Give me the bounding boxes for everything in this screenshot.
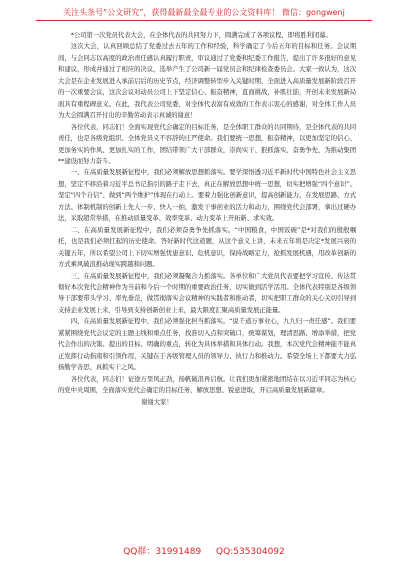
footer-qq-group: QQ群：31991489 [123, 547, 202, 557]
paragraph-thanks: 谢谢大家！ [141, 397, 173, 406]
paragraph-opening: *公司第一次党员代表大会，在全体代表的共同努力下，圆满完成了各项议程，即将胜利闭幕。 [70, 31, 332, 39]
footer-qq: QQ:535304092 [216, 547, 285, 557]
banner-divider [36, 20, 372, 21]
paragraph-review: 这次大会，认真回顾总结了党委过去五年的工作和经验，科学确定了今后五年的目标和任务。会议期间，与会同志以高度的政治责任感认真履行职责，审议通过了党委和纪委工作报告，提出了许多很好的意见和建议，形成并通过了相应的决议，选举产生了公司新一届党员会和纪律检查委员会。大家一致认为，这次大会是在企业发展进入承前启后的历史节点，经济调整转型步入关键时期、全面进入高质量发展新阶段召开的一次重要会议，这次会议对动员公司上下坚定信心、振奋精神，直面挑战，补肌壮筋，开创未来发展新局面具有重程碑意义。在此，我代表公司党委，对全体代表富有成效的工作表示衷心的感谢，对全体工作人员为大会圆满召开付出的辛勤劳动表示真诚的谢意！ [58, 42, 356, 120]
paragraph-point-three: 三、在高质量发展新征程中，我们必须凝聚合力抓落实。各单位和广大党员代表要把学习宣传、传达贯彻好本次党代会精神作为当前和今后一个时期的重要政治任务，切实做到活学活用。全体代表特别是各级领导干部要带头学习、率先垂范，做贯彻落实会议精神的实践者和推动者，切实把职工群众的关心关切引导到支持企业发展上来，引导到支持创新创业上来，最大限度汇聚高质量发展正能量。 [58, 271, 356, 314]
paragraph-point-four: 四、在高质量发展新征程中，我们必须强化担当抓落实。“说千道万事业心，九九归一责任感”。我们要紧紧围绕党代会议定的主题主线和重点任务，找准切入点和突破口，统筹谋划，理清思路、增添举措，把党代会作出的决策、提出的目标、明确的重点，转化为具体举措和具体行动。我想，本次党代会精神能不能真正发挥行动指南和引领作用，关键在于各级管理人员的领导力、执行力和推动力。希望全场上下都要大力弘扬勤学善思、真抓实干之风。 [58, 317, 356, 372]
document-body [58, 30, 356, 538]
top-banner [0, 8, 408, 21]
banner-text: 关注头条号“公文研究”，获得最新最全最专业的公文资料库！ 微信：gongwenj [63, 8, 345, 17]
paragraph-point-two: 二、在高质量发展新征程中，我们必须奋勇争先抓落实。“中国粮食，中国饭碗”是*对我们的殷殷嘱托，也是我们必须扛起的历史使命。答好新时代这道题，从这个意义上讲，未来五年将是决定*发展兴衰的关键五年，所以希望公司上下切实增强忧患意识、危机意识，保持战略定力，抢抓发展机遇，用改革创新的方式乘风破浪推动现实跨越和问题。 [58, 225, 356, 269]
footer-contact [0, 546, 408, 558]
paragraph-mission: 各位代表，同志们！全面实现党代会确定的目标任务，是全体职工群众的共同期待，是全体代表的共同责任，也是各级党组织、全体党员义不容辞的庄严使命。我们要统一思想，振奋精神，以更加坚定的信心、更加务实的作风、更加扎实的工作，团结带领广大干部群众，崇尚实干、狠抓落实、奋勇争先，为推动集团**建设而努力奋斗。 [58, 122, 356, 165]
paragraph-conclusion: 各位代表，同志们！征途万里风正劲，扬帆破浪再启航。让我们更加紧密地团结在以习近平同志为核心的党中央周围，全面落实党代会确定的目标任务，解放思想、锐意进取，开启高质量发展新篇章。 [58, 374, 356, 395]
paragraph-point-one: 一、在高质量发展新征程中，我们必须解放思想抓落实。要学深悟透习近平新时代中国特色社会主义思想，坚定不移沿着习近平总书记指引的路子走下去，真正在解放思想中统一思想，切实把增强“四个意识”、坚定“四个自信”、做到“两个维护”体现在行动上。要着力强化创新意识，提高创新能力，在发展思路、方式方法、体制机制的创新上先人一步、快人一拍，激发干事创业的活力和动力，围绕党代会部署，拿出过硬办法，采取超常举措，在推动质量变革、效率变革、动力变革上开拓新、求实效。 [58, 168, 356, 223]
